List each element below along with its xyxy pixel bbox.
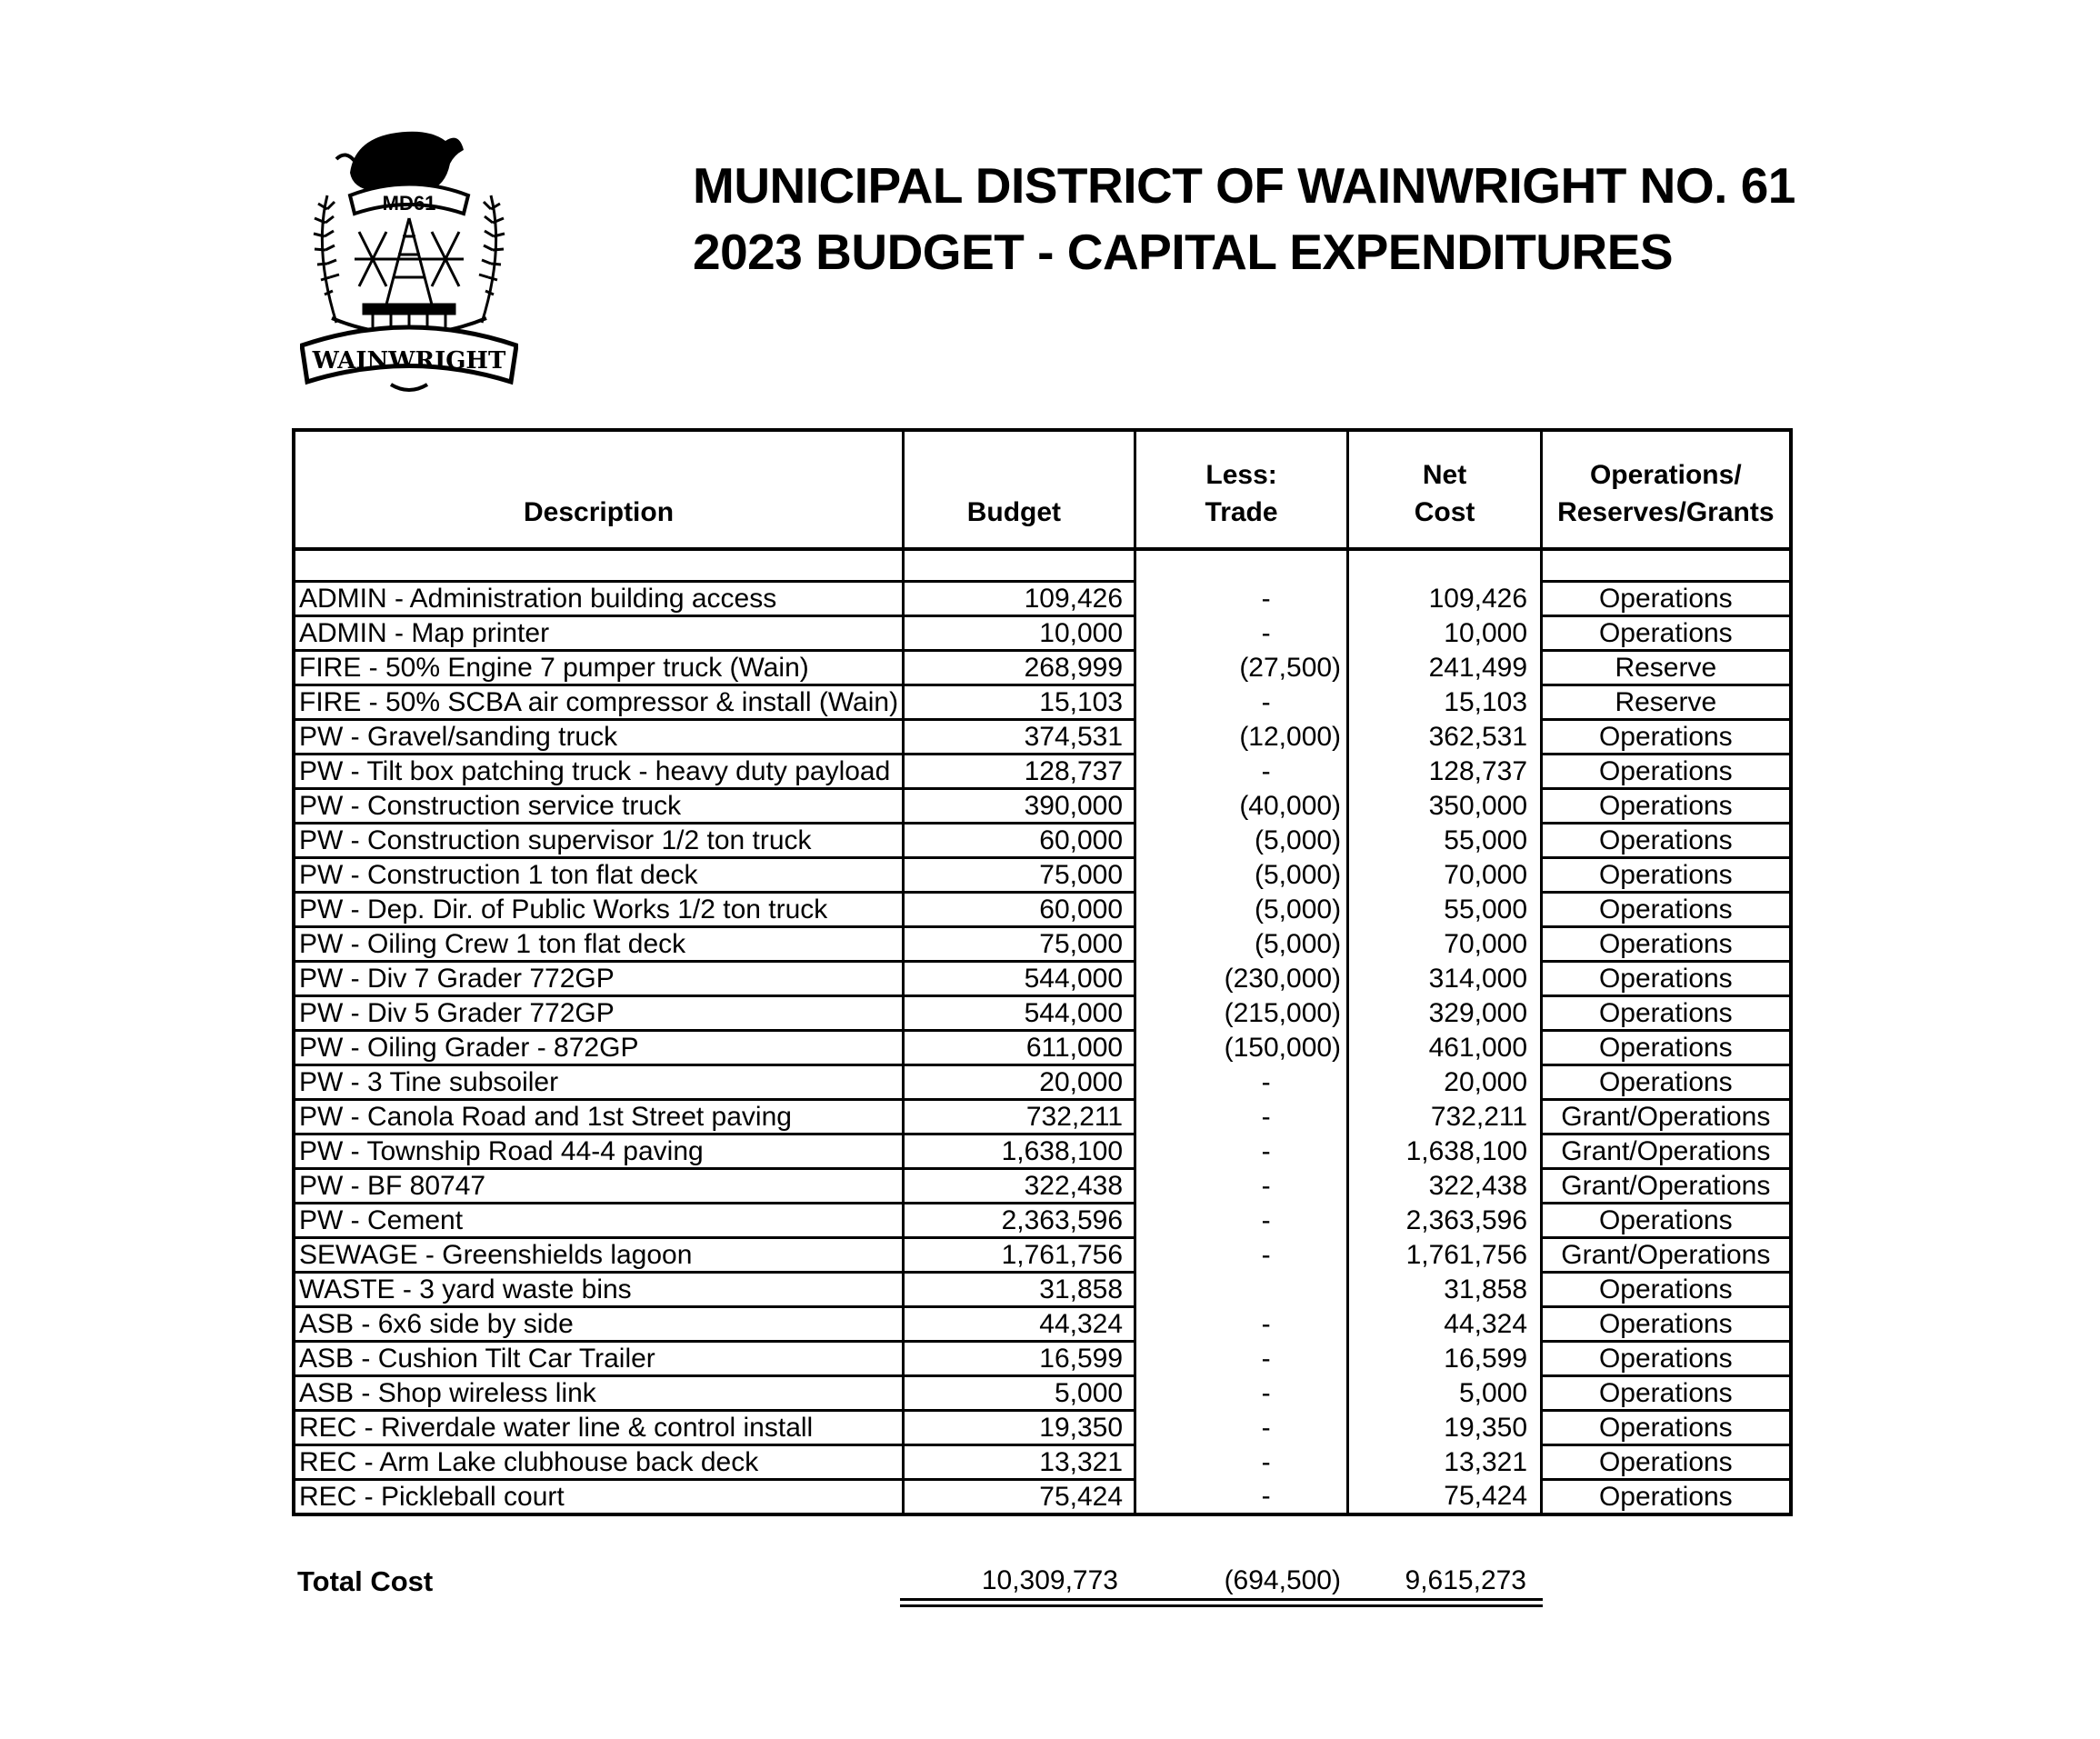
cell-funding-source: Operations xyxy=(1542,582,1791,616)
cell-funding-source: Operations xyxy=(1542,824,1791,858)
cell-description: ASB - Cushion Tilt Car Trailer xyxy=(294,1342,904,1376)
md61-logo xyxy=(300,123,518,400)
cell-trade: - xyxy=(1135,1238,1348,1273)
cell-description: PW - Div 7 Grader 772GP xyxy=(294,962,904,996)
cell-budget: 75,424 xyxy=(904,1480,1135,1515)
cell-description: REC - Pickleball court xyxy=(294,1480,904,1515)
table-row xyxy=(294,996,1791,1031)
cell-funding-source: Grant/Operations xyxy=(1542,1134,1791,1169)
cell-funding-source: Operations xyxy=(1542,1031,1791,1065)
cell-description: PW - BF 80747 xyxy=(294,1169,904,1204)
cell-net-cost: 31,858 xyxy=(1348,1273,1542,1307)
wheat-left-icon xyxy=(314,195,339,323)
cell-description: SEWAGE - Greenshields lagoon xyxy=(294,1238,904,1273)
column-header-trade: Less: Trade xyxy=(1135,430,1348,549)
cell-budget: 5,000 xyxy=(904,1376,1135,1411)
cell-trade: - xyxy=(1135,1480,1348,1515)
cell-funding-source: Operations xyxy=(1542,720,1791,755)
derrick-icon xyxy=(355,218,464,327)
total-trade: (694,500) xyxy=(1224,1565,1341,1595)
wainwright-banner xyxy=(302,327,516,390)
table-row xyxy=(294,1273,1791,1307)
cell-description: PW - Dep. Dir. of Public Works 1/2 ton truck xyxy=(294,893,904,927)
cell-budget: 20,000 xyxy=(904,1065,1135,1100)
cell-trade: - xyxy=(1135,685,1348,720)
cell-net-cost: 19,350 xyxy=(1348,1411,1542,1445)
cell-trade: (230,000) xyxy=(1135,962,1348,996)
cell-funding-source: Grant/Operations xyxy=(1542,1100,1791,1134)
table-row xyxy=(294,1480,1791,1515)
cell-net-cost: 128,737 xyxy=(1348,755,1542,789)
table-row xyxy=(294,616,1791,651)
table-row xyxy=(294,1238,1791,1273)
cell-net-cost: 362,531 xyxy=(1348,720,1542,755)
cell-net-cost: 55,000 xyxy=(1348,893,1542,927)
cell-description: ASB - 6x6 side by side xyxy=(294,1307,904,1342)
cell-description: PW - Div 5 Grader 772GP xyxy=(294,996,904,1031)
cell-budget: 75,000 xyxy=(904,927,1135,962)
cell-trade: (215,000) xyxy=(1135,996,1348,1031)
cell-funding-source: Reserve xyxy=(1542,651,1791,685)
table-row xyxy=(294,824,1791,858)
cell-trade xyxy=(1135,1273,1348,1307)
cell-trade: (5,000) xyxy=(1135,893,1348,927)
cell-budget: 109,426 xyxy=(904,582,1135,616)
cell-net-cost: 2,363,596 xyxy=(1348,1204,1542,1238)
cell-trade: - xyxy=(1135,582,1348,616)
cell-budget: 732,211 xyxy=(904,1100,1135,1134)
cell-net-cost: 461,000 xyxy=(1348,1031,1542,1065)
cell-description: PW - Township Road 44-4 paving xyxy=(294,1134,904,1169)
cell-budget: 2,363,596 xyxy=(904,1204,1135,1238)
table-row xyxy=(294,1204,1791,1238)
cell-budget: 1,761,756 xyxy=(904,1238,1135,1273)
cell-budget: 128,737 xyxy=(904,755,1135,789)
table-row xyxy=(294,1031,1791,1065)
cell-funding-source: Operations xyxy=(1542,1342,1791,1376)
cell-budget: 1,638,100 xyxy=(904,1134,1135,1169)
cell-description: PW - Gravel/sanding truck xyxy=(294,720,904,755)
cell-funding-source: Operations xyxy=(1542,1065,1791,1100)
cell-funding-source: Operations xyxy=(1542,1480,1791,1515)
cell-budget: 31,858 xyxy=(904,1273,1135,1307)
total-budget: 10,309,773 xyxy=(981,1565,1118,1595)
cell-trade: - xyxy=(1135,1411,1348,1445)
cell-net-cost: 16,599 xyxy=(1348,1342,1542,1376)
cell-budget: 322,438 xyxy=(904,1169,1135,1204)
table-row xyxy=(294,962,1791,996)
cell-trade: (5,000) xyxy=(1135,927,1348,962)
capital-expenditures-table xyxy=(292,428,1793,1516)
cell-description: PW - Construction supervisor 1/2 ton truck xyxy=(294,824,904,858)
cell-trade: - xyxy=(1135,1376,1348,1411)
cell-funding-source: Operations xyxy=(1542,927,1791,962)
cell-description: PW - Oiling Crew 1 ton flat deck xyxy=(294,927,904,962)
table-row xyxy=(294,1169,1791,1204)
cell-description: WASTE - 3 yard waste bins xyxy=(294,1273,904,1307)
cell-funding-source: Operations xyxy=(1542,1445,1791,1480)
table-row xyxy=(294,858,1791,893)
table-spacer-row xyxy=(294,549,1791,582)
cell-net-cost: 44,324 xyxy=(1348,1307,1542,1342)
cell-net-cost: 70,000 xyxy=(1348,927,1542,962)
cell-budget: 44,324 xyxy=(904,1307,1135,1342)
cell-budget: 268,999 xyxy=(904,651,1135,685)
cell-description: PW - Construction service truck xyxy=(294,789,904,824)
table-row xyxy=(294,651,1791,685)
table-row xyxy=(294,927,1791,962)
cell-trade: - xyxy=(1135,755,1348,789)
cell-description: REC - Riverdale water line & control install xyxy=(294,1411,904,1445)
table-row xyxy=(294,582,1791,616)
cell-description: ADMIN - Administration building access xyxy=(294,582,904,616)
cell-funding-source: Operations xyxy=(1542,1273,1791,1307)
cell-funding-source: Operations xyxy=(1542,1411,1791,1445)
cell-funding-source: Grant/Operations xyxy=(1542,1169,1791,1204)
cell-trade: - xyxy=(1135,1204,1348,1238)
cell-trade: - xyxy=(1135,1342,1348,1376)
cell-net-cost: 732,211 xyxy=(1348,1100,1542,1134)
total-net-cost: 9,615,273 xyxy=(1405,1565,1526,1595)
cell-net-cost: 314,000 xyxy=(1348,962,1542,996)
cell-net-cost: 20,000 xyxy=(1348,1065,1542,1100)
cell-budget: 544,000 xyxy=(904,962,1135,996)
cell-trade: (5,000) xyxy=(1135,824,1348,858)
cell-description: REC - Arm Lake clubhouse back deck xyxy=(294,1445,904,1480)
cell-budget: 60,000 xyxy=(904,824,1135,858)
table-row xyxy=(294,789,1791,824)
cell-net-cost: 109,426 xyxy=(1348,582,1542,616)
cell-trade: - xyxy=(1135,1065,1348,1100)
cell-description: PW - Tilt box patching truck - heavy duty payload xyxy=(294,755,904,789)
cell-net-cost: 55,000 xyxy=(1348,824,1542,858)
cell-funding-source: Operations xyxy=(1542,1376,1791,1411)
cell-budget: 390,000 xyxy=(904,789,1135,824)
table-row xyxy=(294,1134,1791,1169)
cell-net-cost: 1,638,100 xyxy=(1348,1134,1542,1169)
cell-net-cost: 75,424 xyxy=(1348,1480,1542,1515)
cell-funding-source: Grant/Operations xyxy=(1542,1238,1791,1273)
cell-trade: (150,000) xyxy=(1135,1031,1348,1065)
svg-text:MD61: MD61 xyxy=(382,192,436,215)
cell-funding-source: Operations xyxy=(1542,616,1791,651)
md61-badge xyxy=(350,185,468,215)
cell-description: PW - Construction 1 ton flat deck xyxy=(294,858,904,893)
cell-funding-source: Operations xyxy=(1542,755,1791,789)
cell-trade: - xyxy=(1135,1134,1348,1169)
cell-net-cost: 70,000 xyxy=(1348,858,1542,893)
column-header-description: Description xyxy=(294,430,904,549)
cell-budget: 19,350 xyxy=(904,1411,1135,1445)
cell-net-cost: 13,321 xyxy=(1348,1445,1542,1480)
table-row xyxy=(294,893,1791,927)
cell-description: PW - Cement xyxy=(294,1204,904,1238)
svg-text:WAINWRIGHT: WAINWRIGHT xyxy=(312,347,506,375)
table-row xyxy=(294,1376,1791,1411)
page-subtitle: 2023 BUDGET - CAPITAL EXPENDITURES xyxy=(693,224,1674,280)
cell-trade: - xyxy=(1135,1169,1348,1204)
cell-net-cost: 241,499 xyxy=(1348,651,1542,685)
cell-net-cost: 1,761,756 xyxy=(1348,1238,1542,1273)
cell-description: PW - Oiling Grader - 872GP xyxy=(294,1031,904,1065)
cell-funding-source: Operations xyxy=(1542,1307,1791,1342)
cell-budget: 10,000 xyxy=(904,616,1135,651)
table-row xyxy=(294,685,1791,720)
cell-net-cost: 5,000 xyxy=(1348,1376,1542,1411)
table-row xyxy=(294,720,1791,755)
cell-budget: 60,000 xyxy=(904,893,1135,927)
table-row xyxy=(294,1100,1791,1134)
wheat-right-icon xyxy=(479,195,505,323)
cell-trade: (40,000) xyxy=(1135,789,1348,824)
cell-budget: 75,000 xyxy=(904,858,1135,893)
table-row xyxy=(294,1445,1791,1480)
cell-net-cost: 350,000 xyxy=(1348,789,1542,824)
cell-trade: - xyxy=(1135,1445,1348,1480)
cell-description: FIRE - 50% SCBA air compressor & install (Wain) xyxy=(294,685,904,720)
double-underline xyxy=(900,1598,1543,1607)
table-row xyxy=(294,1411,1791,1445)
total-label: Total Cost xyxy=(297,1565,434,1597)
column-header-source: Operations/ Reserves/Grants xyxy=(1542,430,1791,549)
cell-budget: 611,000 xyxy=(904,1031,1135,1065)
cell-budget: 16,599 xyxy=(904,1342,1135,1376)
page-title: MUNICIPAL DISTRICT OF WAINWRIGHT NO. 61 xyxy=(693,157,1795,214)
cell-net-cost: 15,103 xyxy=(1348,685,1542,720)
cell-description: ASB - Shop wireless link xyxy=(294,1376,904,1411)
cell-net-cost: 322,438 xyxy=(1348,1169,1542,1204)
cell-trade: (27,500) xyxy=(1135,651,1348,685)
cell-budget: 15,103 xyxy=(904,685,1135,720)
cell-trade: (12,000) xyxy=(1135,720,1348,755)
cell-budget: 544,000 xyxy=(904,996,1135,1031)
cell-funding-source: Reserve xyxy=(1542,685,1791,720)
cell-description: FIRE - 50% Engine 7 pumper truck (Wain) xyxy=(294,651,904,685)
cell-budget: 13,321 xyxy=(904,1445,1135,1480)
cell-trade: - xyxy=(1135,616,1348,651)
cell-trade: - xyxy=(1135,1100,1348,1134)
cell-trade: (5,000) xyxy=(1135,858,1348,893)
column-header-budget: Budget xyxy=(904,430,1135,549)
table-row xyxy=(294,1342,1791,1376)
cell-trade: - xyxy=(1135,1307,1348,1342)
cell-funding-source: Operations xyxy=(1542,893,1791,927)
cell-description: PW - Canola Road and 1st Street paving xyxy=(294,1100,904,1134)
table-header-row xyxy=(294,430,1791,549)
cell-funding-source: Operations xyxy=(1542,996,1791,1031)
cell-net-cost: 329,000 xyxy=(1348,996,1542,1031)
bison-icon xyxy=(336,132,464,191)
table-row xyxy=(294,755,1791,789)
cell-funding-source: Operations xyxy=(1542,789,1791,824)
column-header-net-cost: Net Cost xyxy=(1348,430,1542,549)
cell-net-cost: 10,000 xyxy=(1348,616,1542,651)
cell-description: PW - 3 Tine subsoiler xyxy=(294,1065,904,1100)
table-row xyxy=(294,1065,1791,1100)
table-row xyxy=(294,1307,1791,1342)
cell-funding-source: Operations xyxy=(1542,1204,1791,1238)
cell-funding-source: Operations xyxy=(1542,858,1791,893)
cell-description: ADMIN - Map printer xyxy=(294,616,904,651)
cell-funding-source: Operations xyxy=(1542,962,1791,996)
cell-budget: 374,531 xyxy=(904,720,1135,755)
